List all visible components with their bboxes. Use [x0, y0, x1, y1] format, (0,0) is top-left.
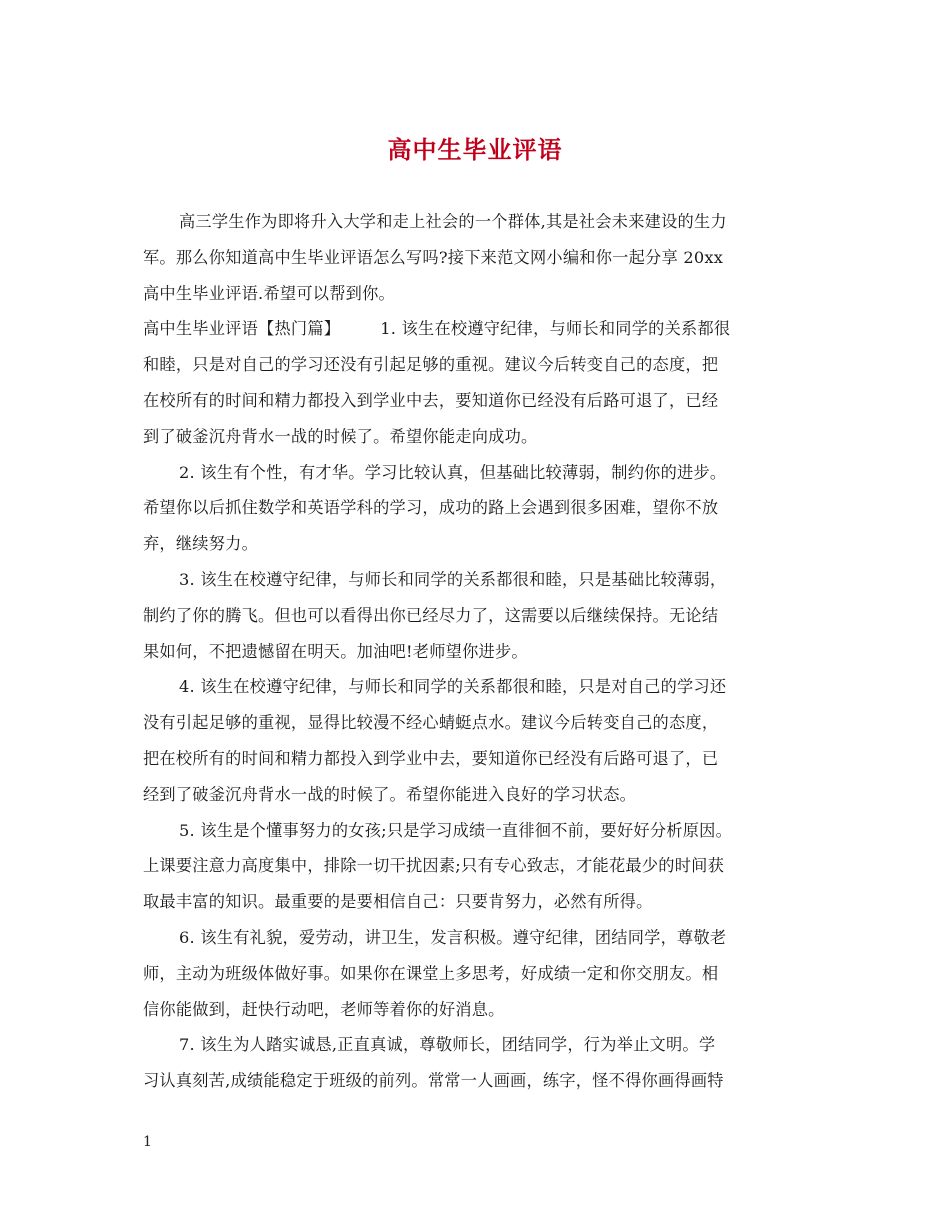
- text-line-content: 4. 该生在校遵守纪律，与师长和同学的关系都很和睦，只是对自己的学习还: [179, 677, 727, 697]
- text-line-content: 把在校所有的时间和精力都投入到学业中去，要知道你已经没有后路可退了，已: [143, 748, 719, 768]
- document-title: 高中生毕业评语: [387, 135, 563, 164]
- text-line: [143, 240, 818, 276]
- text-line: [143, 813, 818, 849]
- text-line-content: 师，主动为班级体做好事。如果你在课堂上多思考，好成绩一定和你交朋友。相: [143, 963, 719, 983]
- text-line-content: 上课要注意力高度集中，排除一切干扰因素;只有专心致志，才能花最少的时间获: [143, 856, 725, 876]
- text-line-content: 5. 该生是个懂事努力的女孩;只是学习成绩一直徘徊不前，要好好分析原因。: [179, 820, 733, 840]
- text-line: [143, 992, 818, 1028]
- text-line-content: 军。那么你知道高中生毕业评语怎么写吗?接下来范文网小编和你一起分享 20xx: [143, 247, 724, 267]
- text-line: [143, 562, 818, 598]
- text-line-content: 习认真刻苦,成绩能稳定于班级的前列。常常一人画画，练字，怪不得你画得画特: [143, 1071, 724, 1091]
- text-line: [143, 526, 818, 562]
- text-line: [143, 490, 818, 526]
- text-line: [143, 347, 818, 383]
- text-line: [143, 777, 818, 813]
- text-line-content: 和睦，只是对自己的学习还没有引起足够的重视。建议今后转变自己的态度，把: [143, 355, 719, 375]
- document-body: [143, 204, 818, 1099]
- text-line-content: 取最丰富的知识。最重要的是要相信自己：只要肯努力，必然有所得。: [143, 892, 653, 912]
- text-line: [143, 598, 818, 634]
- text-line-content: 没有引起足够的重视，显得比较漫不经心蜻蜓点水。建议今后转变自己的态度，: [143, 713, 719, 733]
- text-line: [143, 1027, 818, 1063]
- text-line-content: 高中生毕业评语【热门篇】: [143, 319, 341, 339]
- text-line: [143, 419, 818, 455]
- text-line: [143, 884, 818, 920]
- text-line-content: 在校所有的时间和精力都投入到学业中去，要知道你已经没有后路可退了，已经: [143, 390, 719, 410]
- text-line: [143, 705, 818, 741]
- text-line-content: 希望你以后抓住数学和英语学科的学习，成功的路上会遇到很多困难，望你不放: [143, 498, 719, 518]
- text-line-content: 高中生毕业评语.希望可以帮到你。: [143, 283, 395, 303]
- text-line-content: 到了破釜沉舟背水一战的时候了。希望你能走向成功。: [143, 426, 538, 446]
- page-number: 1: [143, 1134, 152, 1150]
- text-line-content: 6. 该生有礼貌，爱劳动，讲卫生，发言积极。遵守纪律，团结同学，尊敬老: [179, 927, 727, 947]
- text-line: [143, 276, 818, 312]
- text-line-content: 经到了破釜沉舟背水一战的时候了。希望你能进入良好的学习状态。: [143, 784, 637, 804]
- text-line-content: 7. 该生为人踏实诚恳,正直真诚，尊敬师长，团结同学，行为举止文明。学: [179, 1035, 716, 1055]
- text-line-content: 制约了你的腾飞。但也可以看得出你已经尽力了，这需要以后继续保持。无论结: [143, 605, 719, 625]
- text-line: [143, 383, 818, 419]
- text-line-content: 高三学生作为即将升入大学和走上社会的一个群体,其是社会未来建设的生力: [179, 212, 727, 231]
- text-line-tail: 1. 该生在校遵守纪律，与师长和同学的关系都很: [380, 319, 731, 339]
- text-line: [143, 956, 818, 992]
- text-line: [143, 634, 818, 670]
- text-line-content: 3. 该生在校遵守纪律，与师长和同学的关系都很和睦，只是基础比较薄弱，: [179, 569, 727, 589]
- text-line-content: 果如何，不把遗憾留在明天。加油吧!老师望你进步。: [143, 641, 528, 661]
- text-line: [143, 455, 818, 491]
- text-line: [143, 311, 818, 347]
- text-line-content: 2. 该生有个性，有才华。学习比较认真，但基础比较薄弱，制约你的进步。: [179, 462, 727, 482]
- text-line: [143, 741, 818, 777]
- text-line: [143, 848, 818, 884]
- text-line-content: 信你能做到，赶快行动吧，老师等着你的好消息。: [143, 999, 505, 1019]
- text-line-content: 弃，继续努力。: [143, 534, 259, 554]
- text-line: [143, 920, 818, 956]
- text-line: [143, 669, 818, 705]
- text-line: [143, 1063, 818, 1099]
- text-line: [143, 204, 818, 240]
